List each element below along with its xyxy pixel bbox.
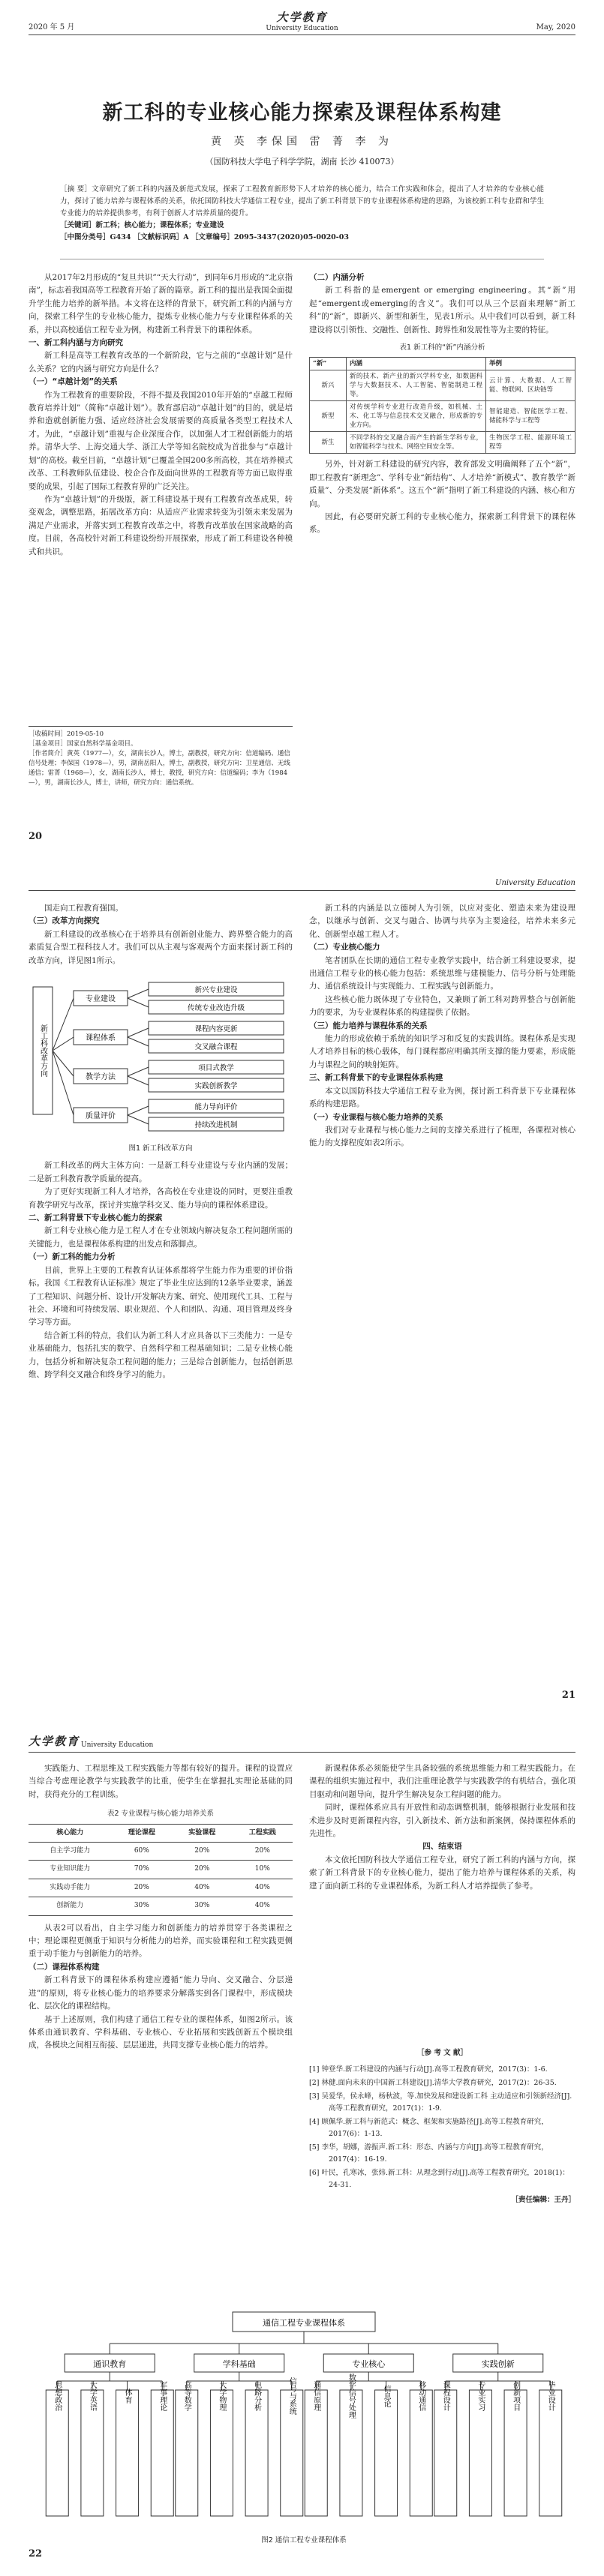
fig2-group-label: 专业核心 <box>352 2359 386 2369</box>
table-header: 内涵 <box>347 358 486 370</box>
fig1-leaf-label: 持续改进机制 <box>194 1121 238 1130</box>
paragraph: 从2017年2月形成的“复旦共识”“天大行动”，到同年6月形成的“北京指南”，标志着我国高等工程教育开始了新的篇章。新工科的提出是我国全面提升学生能力培养的新举措。本文将在这样的背景下，研究新工科的内涵与方向，探索工科学生的专业核心能力，提炼专业核心能力与专业课程体系的关系，并以高校通信工程专业为例，构建新工科背景下的课程体系。 <box>29 273 293 334</box>
subsection-heading: （二）专业核心能力 <box>309 943 380 952</box>
paragraph: 新工科的内涵是以立德树人为引领，以应对变化、塑造未来为建设理念，以继承与创新、交叉与融合、协调与共享为主要途径，培养未来多元化、创新型卓越工程人才。 <box>309 904 575 939</box>
table-row: 自主学习能力 60% 20% 20% <box>29 1843 293 1861</box>
subsection-heading: （一）专业课程与核心能力培养的关系 <box>309 1112 443 1122</box>
header-date: 2020 年 5 月 <box>29 23 75 31</box>
abstract: ［摘 要］文章研究了新工科的内涵及新范式发展，探索了工程教育新形势下人才培养的核心能力，结合工作实践和体会，提出了人才培养的专业核心能力，探讨了能力培养与课程体系的关系，依托国防科技大学通信工程专业，提出了新工科背景下的专业课程体系构建的思路，为该校新工科专业群和学生专业能力的培养提供参考，有利于创新人才培养质量的提升。 <box>60 185 544 217</box>
paragraph: 因此，有必要研究新工科的专业核心能力，探索新工科背景下的课程体系。 <box>309 512 575 535</box>
journal-title-en: University Education <box>266 25 338 32</box>
paragraph: 能力的形成依赖于系统的知识学习和反复的实践训练。课程体系是实现人才培养目标的核心载体，每门课程都应明确其所支撑的能力要素，形成能力与课程之间的映射矩阵。 <box>309 1034 575 1069</box>
reference-item: [3] 吴爱华，侯永峰，杨秋波，等.加快发展和建设新工科 主动适应和引领新经济[J].高等工程教育研究，2017(1)：1-9. <box>309 2092 572 2113</box>
table-header: 举例 <box>486 358 575 370</box>
table-row: 新兴 新的技术、新产业的新兴学科专业，如数据科学与大数据技术、人工智能、智能制造工程等。 云计算、大数据、人工智能、物联网、区块链等 <box>310 370 575 401</box>
classification: ［中图分类号］G434 ［文献标识码］A ［文章编号］2095-3437(2020)05-0020-03 <box>60 233 349 241</box>
keywords: ［关键词］新工科；核心能力；课程体系；专业建设 <box>60 221 224 229</box>
paragraph: 我们对专业课程与核心能力之间的支撑关系进行了梳理，各课程对核心能力的支撑程度如表2所示。 <box>309 1125 575 1148</box>
subsection-heading: （三）能力培养与课程体系的关系 <box>309 1021 428 1030</box>
fig2-group-label: 通识教育 <box>93 2359 127 2369</box>
fig2-group-label: 实践创新 <box>481 2359 515 2369</box>
subsection-heading: （一）新工科的能力分析 <box>29 1252 116 1262</box>
paragraph: 本文依托国防科技大学通信工程专业，研究了新工科的内涵与方向，探索了新工科背景下的专业核心能力，提出了能力培养与课程体系的关系，构建了面向新工科的专业课程体系，为新工科人才培养提供了参考。 <box>309 1855 575 1891</box>
fig2-leaf-label: 创新项目 <box>511 2381 520 2411</box>
fig1-connector <box>128 1115 149 1124</box>
running-header <box>29 1728 575 1753</box>
table2 <box>29 1824 293 1916</box>
paragraph: 新工科建设的改革核心在于培养具有创新创业能力、跨界整合能力的高素质复合型工程科技人才。我们可以从主观与客观两个方面来探讨新工科的改革方向，详见图1所示。 <box>29 929 293 965</box>
running-header <box>29 874 575 891</box>
section-heading: 三、新工科背景下的专业课程体系构建 <box>309 1073 443 1083</box>
fig1-leaf-label: 项目式教学 <box>198 1064 234 1073</box>
fig2-leaf-label: 大学物理 <box>217 2381 226 2411</box>
paragraph: 新工科改革的两大主体方向：一是新工科专业建设与专业内涵的发展；二是新工科教育教学质量的提高。 <box>29 1161 293 1183</box>
table1-caption: 表1 新工科的“新”内涵分析 <box>399 343 485 352</box>
reference-item: [2] 林健.面向未来的中国新工科建设[J].清华大学教育研究，2017(2)：26-35. <box>309 2079 557 2087</box>
fig1-leaf-label: 新兴专业建设 <box>194 986 238 995</box>
right-column <box>309 271 575 537</box>
reference-item: [5] 李华，胡娜，游振声.新工科：形态、内涵与方向[J].高等工程教育研究，2017(4)：16-19. <box>309 2143 548 2164</box>
paragraph: 新工科是高等工程教育改革的一个新阶段，它与之前的“卓越计划”是什么关系？它的内涵与研究方向是什么？ <box>29 351 293 373</box>
fig1-connector <box>53 1037 74 1051</box>
fig2-leaf-label: 军事理论 <box>158 2381 167 2411</box>
fig2-leaf-box <box>375 2390 398 2516</box>
fig2-leaf-label: 思想政治 <box>53 2381 62 2411</box>
fig1-connector <box>53 1051 74 1076</box>
table-header: “新” <box>310 358 347 370</box>
journal-title: 大学教育 <box>276 10 328 24</box>
table1 <box>309 357 575 454</box>
fund-info: ［基金项目］国家自然科学基金项目。 <box>29 740 137 748</box>
paragraph: 结合新工科的特点，我们认为新工科人才应具备以下三类能力：一是专业基础能力，包括扎实的数学、自然科学和工程基础知识；二是专业核心能力，包括分析和解决复杂工程问题的能力；三是综合创新能力，包括创新思维、跨学科交叉融合和终身学习的能力。 <box>29 1330 293 1379</box>
table-row: 专业知识能力 70% 20% 10% <box>29 1861 293 1879</box>
paragraph: 新工科专业核心能力是工程人才在专业领域内解决复杂工程问题所需的关键能力，也是课程体系构建的出发点和落脚点。 <box>29 1226 293 1249</box>
subsection-heading: （三）改革方向探究 <box>29 916 100 926</box>
fig1-leaf-label: 实践创新教学 <box>194 1082 238 1091</box>
fig1-connector <box>128 998 149 1007</box>
table-header: 核心能力 <box>29 1824 112 1842</box>
page-number: 21 <box>561 1690 575 1701</box>
abstract-block <box>60 184 544 244</box>
fig1-connector <box>53 998 74 1051</box>
author-bio: ［作者简介］黄英（1977—），女，湖南长沙人，博士，副教授，研究方向：信道编码、通信信号处理；李保国（1978—），男，湖南岳阳人，博士，副教授，研究方向：卫星通信、无线通信；雷菁（1968—），女，湖南长沙人，博士，教授，研究方向：信道编码；李为（1984—），男，湖南长沙人，博士，讲师，研究方向：通信系统。 <box>29 750 290 787</box>
fig2-leaf-label: 课程设计 <box>441 2381 450 2411</box>
paragraph: 新工科背景下的课程体系构建应遵循“能力导向、交叉融合、分层递进”的原则，将专业核心能力的培养要求分解落实到各门课程中，形成模块化、层次化的课程结构。 <box>29 1975 293 2011</box>
fig1-connector <box>128 989 149 998</box>
fig2-leaf-label: 专业实习 <box>476 2381 485 2411</box>
paragraph: 新课程体系必须能使学生具备较强的系统思维能力和工程实践能力。在课程的组织实施过程中，我们注重理论教学与实践教学的有机结合，强化项目驱动和问题导向，提升学生解决复杂工程问题的能力。 <box>309 1764 575 1799</box>
reference-item: [1] 钟登华.新工科建设的内涵与行动[J].高等工程教育研究，2017(3)：1-6. <box>309 2065 548 2074</box>
right-column <box>309 902 575 1150</box>
page-21 <box>0 859 604 1717</box>
fig1-leaf-label: 课程内容更新 <box>194 1025 238 1034</box>
table-row: 创新能力 30% 30% 40% <box>29 1897 293 1915</box>
left-column <box>29 271 293 559</box>
fig1-connector <box>128 1028 149 1037</box>
section-heading: 二、新工科背景下专业核心能力的探索 <box>29 1213 163 1223</box>
running-header <box>29 10 575 35</box>
fig2-leaf-label: 电路分析 <box>252 2381 261 2411</box>
table-row: 实践动手能力 20% 40% 40% <box>29 1879 293 1897</box>
left-column <box>29 902 293 1381</box>
paragraph: 实践能力、工程思维及工程实践能力等都有较好的提升。课程的设置应当综合考虑理论教学与实践教学的比重，使学生在掌握扎实理论基础的同时，获得充分的工程训练。 <box>29 1764 293 1799</box>
fig2-leaf-label: 大学英语 <box>88 2381 97 2411</box>
table-header: 理论课程 <box>112 1824 172 1842</box>
subsection-heading: （一）“卓越计划”的关系 <box>29 377 118 387</box>
fig1-connector <box>128 1076 149 1085</box>
subsection-heading: （二）课程体系构建 <box>29 1962 100 1972</box>
page-number: 22 <box>29 2548 43 2560</box>
page-20 <box>0 0 604 859</box>
paragraph: 本文以国防科技大学通信工程专业为例，探讨新工科背景下专业课程体系的构建思路。 <box>309 1086 575 1109</box>
fig2-leaf-label: 通信原理 <box>311 2381 320 2411</box>
figure2-tree <box>45 2306 563 2531</box>
paragraph: 另外，针对新工科建设的研究内容，教育部发文明确阐释了五个“新”，即工程教育“新理念”、学科专业“新结构”、人才培养“新模式”、教育教学“新质量”、分类发展“新体系”。这五个“新”指明了新工科建设的内涵、核心和方向。 <box>309 460 575 508</box>
right-column <box>309 1762 575 1893</box>
table-row: 新型 对传统学科专业进行改造升级，如机械、土木、化工等与信息技术交叉融合，形成新的专业方向。 智能建造、智能医学工程、储能科学与工程等 <box>310 401 575 432</box>
fig1-leaf-label: 能力导向评价 <box>194 1103 238 1112</box>
fig2-leaf-label: 数字信号处理 <box>347 2374 356 2419</box>
paragraph: 作为“卓越计划”的升级版，新工科建设基于现有工程教育改革成果，转变观念，调整思路，拓展改革方向：从适应产业需求转变为引领未来发展为满足产业需求，并落实到工程教育改革之中，将教育改革放在国家战略的高度。目前，各高校针对新工科建设纷纷开展探索，形成了新工科建设各种模式和共识。 <box>29 494 293 556</box>
authors: 黄 英 李保国 雷 菁 李 为 <box>211 136 393 148</box>
fig2-leaf-label: 高等数学 <box>182 2381 191 2411</box>
journal-title-en: University Education <box>81 1741 154 1749</box>
paragraph: 作为工程教育的重要阶段，不得不提及我国2010年开始的“卓越工程师教育培养计划”（简称“卓越计划”）。教育部启动“卓越计划”的目的，就是培养和造就创新能力强、适应经济社会发展需要的高质量各类型工程技术人才。为此，“卓越计划”重视与企业深度合作，以加强人才工程创新能力的培养。清华大学、上海交通大学、浙江大学等知名院校成为首批参与“卓越计划”的高校。截至目前，“卓越计划”已覆盖全国200多所高校，其在培养模式改革、工科教师队伍建设、校企合作及面向世界的工程教育等方面已取得重要的成果，引起了国际工程教育界的广泛关注。 <box>29 390 293 491</box>
figure1-tree <box>29 972 293 1141</box>
left-column <box>29 1762 293 2053</box>
figure1-caption: 图1 新工科改革方向 <box>128 1144 193 1153</box>
fig1-connector <box>128 1037 149 1046</box>
fig1-leaf-label: 传统专业改造升级 <box>187 1004 245 1013</box>
table2-caption: 表2 专业课程与核心能力培养关系 <box>107 1810 215 1819</box>
fig2-leaf-label: 信号与系统 <box>287 2377 296 2415</box>
fig2-root-label: 通信工程专业课程体系 <box>263 2318 345 2328</box>
reference-item: [4] 顾佩华.新工科与新范式：概念、框架和实施路径[J].高等工程教育研究，2017(6)：1-13. <box>309 2118 548 2138</box>
header-date-en: May, 2020 <box>536 23 575 31</box>
paragraph: 为了更好实现新工科人才培养，各高校在专业建设的同时，更要注重教育教学研究与改革，探讨并实施学科交叉、能力导向的课程体系建设。 <box>29 1187 293 1210</box>
fig1-root-label: 新工科改革方向 <box>38 1024 47 1078</box>
subsection-heading: （二）内涵分析 <box>309 273 365 282</box>
fig1-branch-label: 教学方法 <box>86 1073 116 1082</box>
paragraph: 同时，课程体系应具有开放性和动态调整机制，能够根据行业发展和技术进步及时更新课程内容，引入新技术、新方法和新案例，保持课程体系的先进性。 <box>309 1803 575 1839</box>
fig1-branch-label: 课程体系 <box>86 1034 116 1043</box>
fig2-leaf-box <box>116 2390 139 2516</box>
affiliation: （国防科技大学电子科学学院，湖南 长沙 410073） <box>205 157 399 166</box>
paragraph: 目前，世界上主要的工程教育认证体系都将学生能力作为重要的评价指标。我国《工程教育认证标准》规定了毕业生应达到的12条毕业要求，涵盖了工程知识、问题分析、设计/开发解决方案、研究、使用现代工具、工程与社会、环境和可持续发展、职业规范、个人和团队、沟通、项目管理及终身学习等方面。 <box>29 1265 293 1327</box>
footnote <box>29 726 293 788</box>
journal-title: 大学教育 <box>29 1735 80 1748</box>
table-header: 工程实践 <box>233 1824 293 1842</box>
references-title: ［参 考 文 献］ <box>417 2049 467 2057</box>
fig1-branch-label: 质量评价 <box>86 1112 116 1121</box>
header-journal-en: University Education <box>495 879 575 887</box>
article-title: 新工科的专业核心能力探索及课程体系构建 <box>102 101 502 124</box>
fig1-connector <box>53 1051 74 1115</box>
table-row: 新生 不同学科的交叉融合而产生的新生学科专业，如智能科学与技术、网络空间安全等。 生物医学工程、能源环境工程等 <box>310 432 575 454</box>
fig2-leaf-label: 信息论 <box>382 2385 391 2407</box>
section-heading: 四、结束语 <box>422 1842 462 1852</box>
fig2-leaf-label: 体育 <box>123 2389 132 2404</box>
fig2-leaf-label: 移动通信 <box>416 2381 425 2411</box>
figure2 <box>45 2306 563 2545</box>
responsible-editor: ［责任编辑：王丹］ <box>511 2196 575 2204</box>
fig1-leaf-label: 交叉融合课程 <box>194 1043 238 1052</box>
section-heading: 一、新工科内涵与方向研究 <box>29 338 123 348</box>
fig1-branch-label: 专业建设 <box>86 995 116 1004</box>
figure2-caption: 图2 通信工程专业课程体系 <box>261 2536 347 2545</box>
paragraph: 国走向工程教育强国。 <box>44 904 123 913</box>
table-header: 实验课程 <box>172 1824 232 1842</box>
fig1-connector <box>128 1106 149 1115</box>
paragraph: 新工科指的是emergent or emerging engineering。其“新”用起“emergent或emerging的含义”。我们可以从三个层面来理解“新工科”的“新”，即新兴、新型和新生，见表1所示。从中我们可以看到，新工科建设将以引领性、交融性、创新性、跨界性和发展性等为主要的特征。 <box>309 286 575 334</box>
fig2-group-label: 学科基础 <box>222 2359 256 2369</box>
paragraph: 从表2可以看出，自主学习能力和创新能力的培养贯穿于各类课程之中；理论课程更侧重于知识与分析能力的培养，而实验课程和工程实践更侧重于动手能力与创新能力的培养。 <box>29 1923 293 1959</box>
fig1-connector <box>128 1067 149 1076</box>
received-date: ［收稿时间］2019-05-10 <box>29 730 104 738</box>
reference-item: [6] 叶民，孔寒冰，张炜.新工科：从理念到行动[J].高等工程教育研究，2018(1)：24-31. <box>309 2169 569 2189</box>
paragraph: 笔者团队在长期的通信工程专业教学实践中，结合新工科建设要求，提出通信工程专业的核心能力包括：系统思维与建模能力、信号分析与处理能力、通信系统设计与实现能力、工程实践与创新能力。 <box>309 955 575 991</box>
fig2-leaf-label: 毕业设计 <box>546 2381 555 2411</box>
references <box>309 2047 575 2206</box>
paragraph: 基于上述原则，我们构建了通信工程专业的课程体系，如图2所示。该体系由通识教育、学科基础、专业核心、专业拓展和实践创新五个模块组成，各模块之间相互衔接、层层递进，共同支撑专业核心能力的培养。 <box>29 2014 293 2050</box>
paragraph: 这些核心能力既体现了专业特色，又兼顾了新工科对跨界整合与创新能力的要求，为专业课程体系的构建提供了依据。 <box>309 994 575 1018</box>
page-number: 20 <box>29 831 43 842</box>
page-22 <box>0 1717 604 2576</box>
